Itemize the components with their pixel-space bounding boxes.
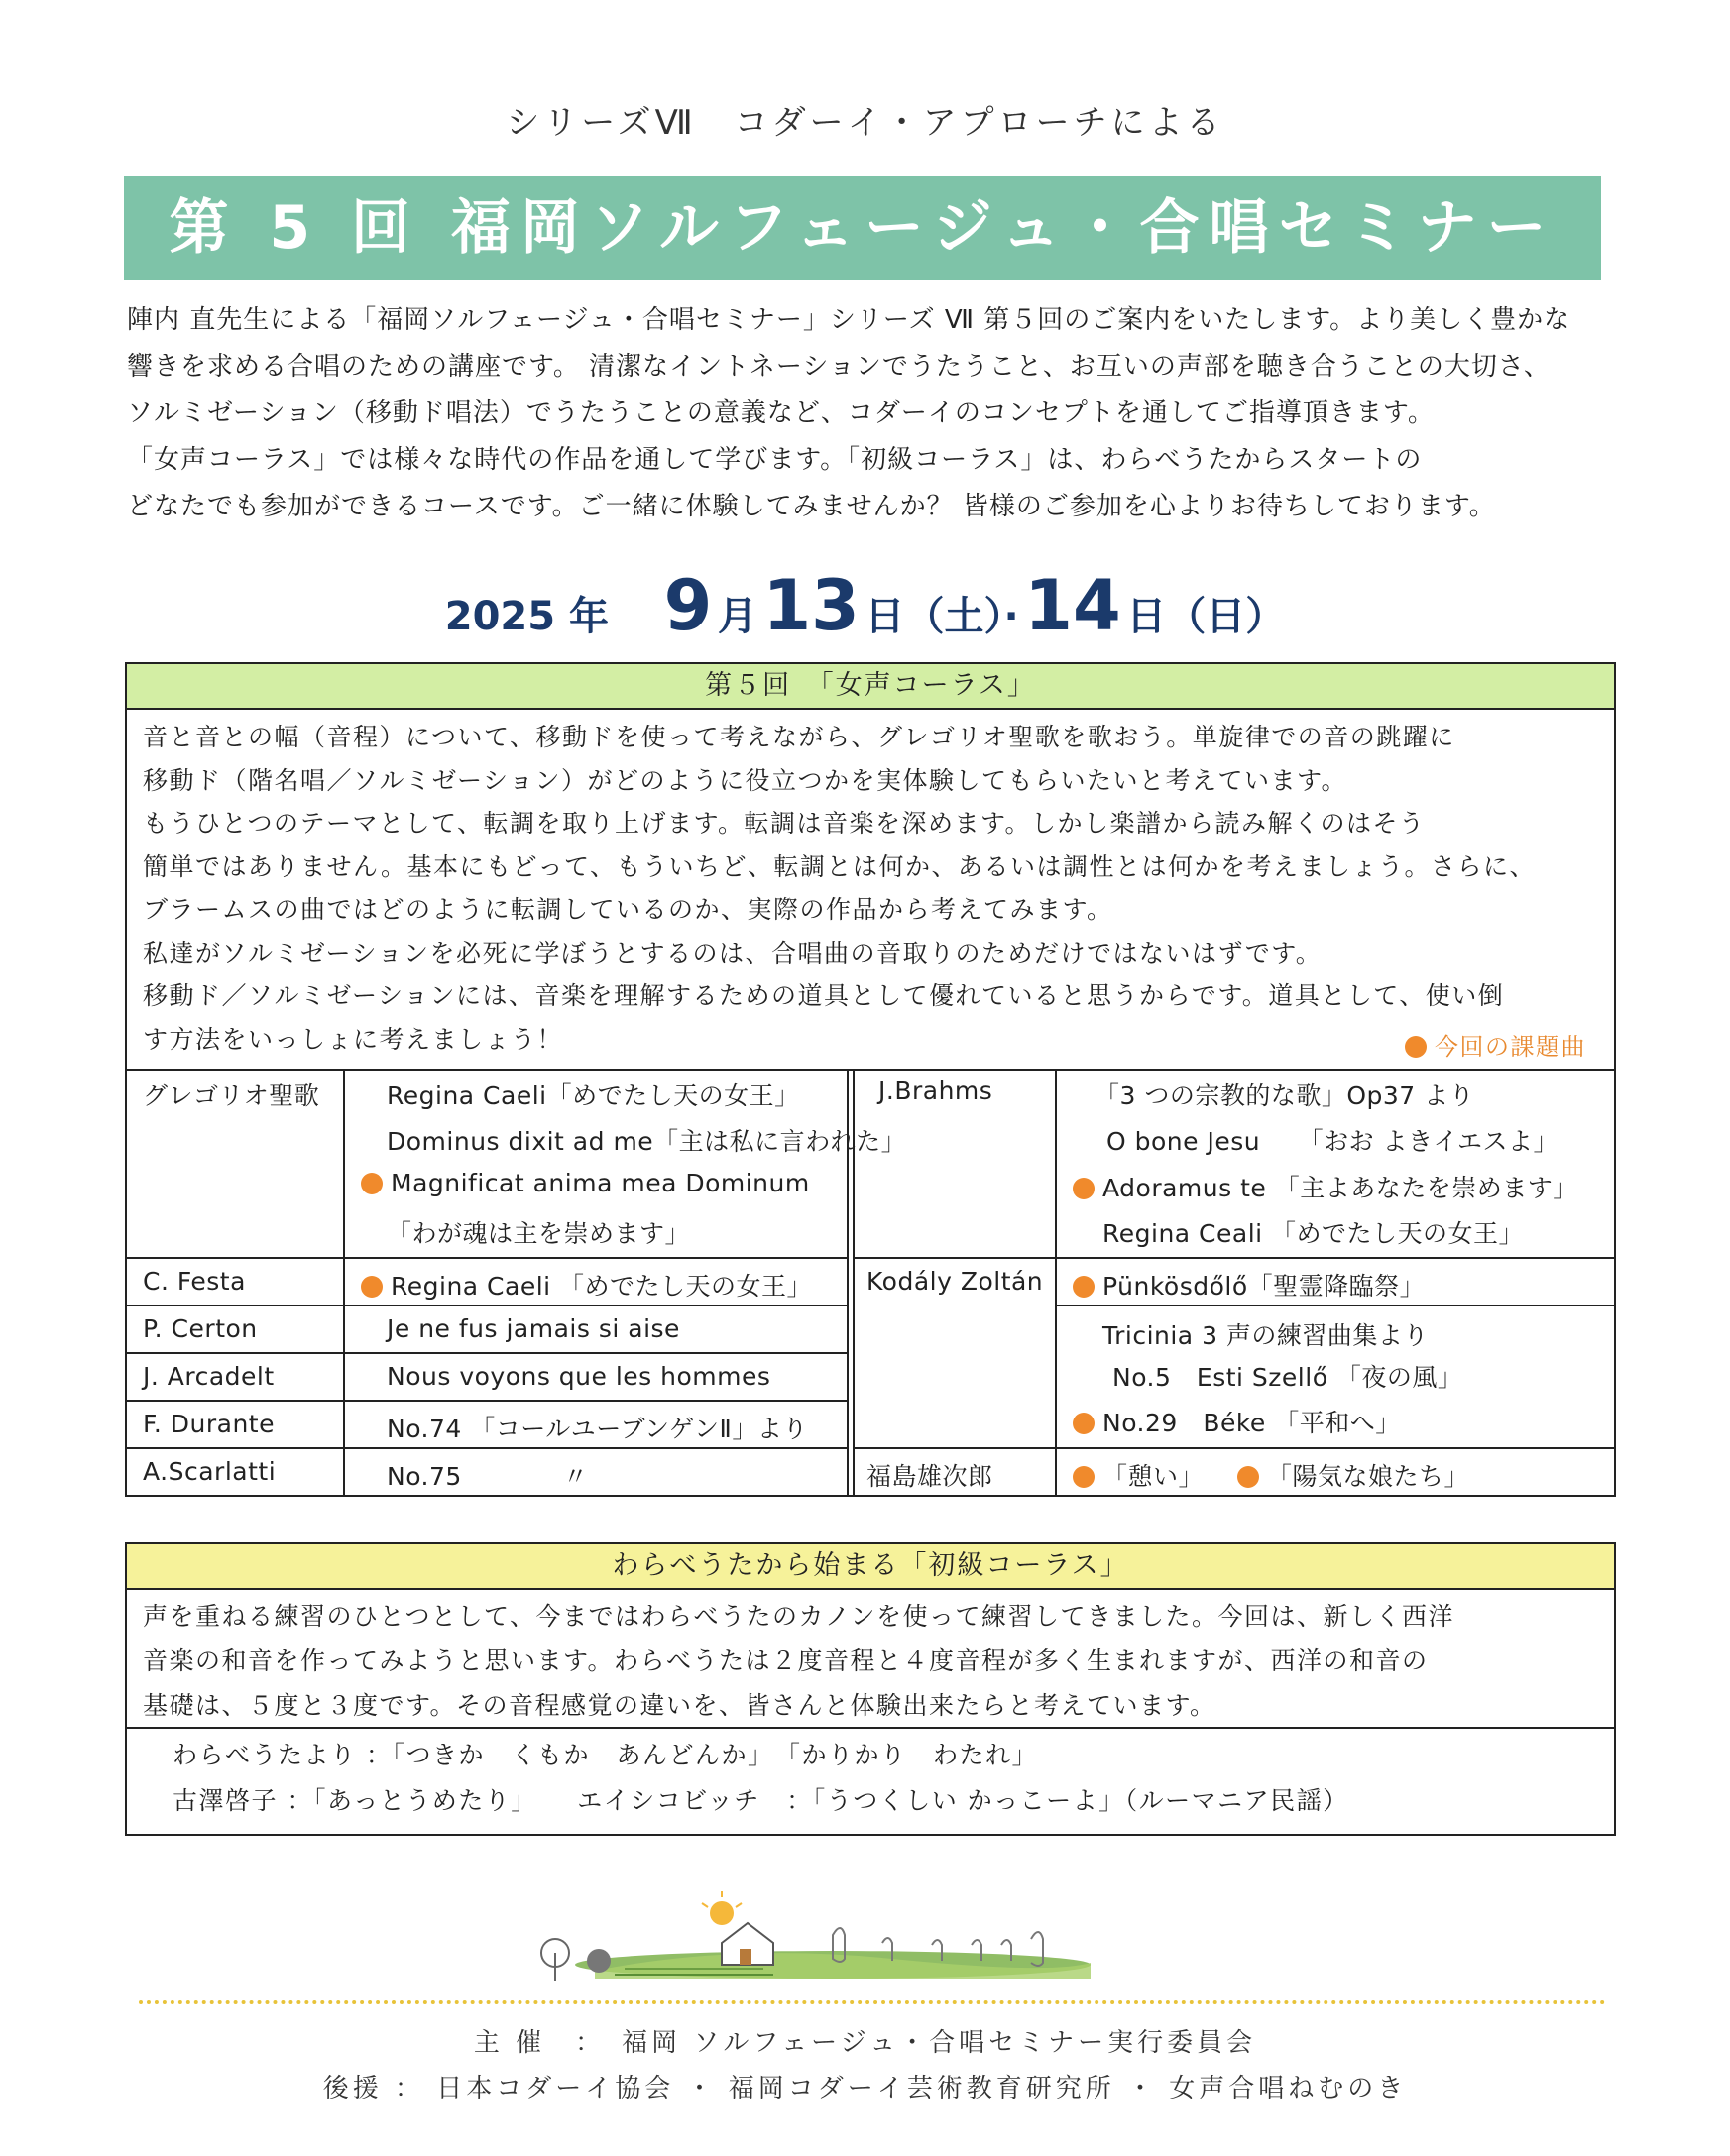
intro-line: ソルミゼーション（移動ド唱法）でうたうことの意義など、コダーイのコンセプトを通してご指導頂きます。	[127, 398, 1435, 428]
description-line: 音楽の和音を作ってみようと思います。わらべうたは２度音程と４度音程が多く生まれますが、西洋の和音の	[143, 1646, 1429, 1675]
work-title-marked	[1073, 1404, 1401, 1439]
work-title-marked	[361, 1267, 812, 1303]
womens-chorus-heading: 第５回 「女声コーラス」	[127, 664, 1614, 710]
page-title: 第 5 回 福岡ソルフェージュ・合唱セミナー	[169, 193, 1557, 263]
orange-dot-icon	[1405, 1036, 1427, 1058]
date-day2-unit: 日（日）	[1126, 594, 1286, 639]
date-day1: 13	[762, 565, 860, 646]
date-day1-unit: 日（土）·	[865, 594, 1019, 639]
work-title: 「わが魂は主を崇めます」	[387, 1219, 691, 1248]
work-title: Adoramus te 「主よあなたを崇めます」	[1102, 1174, 1578, 1202]
orange-dot-icon	[361, 1276, 383, 1298]
date-year: 2025 年	[444, 594, 610, 639]
womens-chorus-box	[125, 662, 1616, 1497]
work-title: Regina Ceali 「めでたし天の女王」	[1102, 1219, 1525, 1248]
composer-certon: P. Certon	[143, 1314, 258, 1343]
composer-arcadelt: J. Arcadelt	[143, 1362, 275, 1391]
orange-dot-icon	[1073, 1178, 1095, 1199]
work-title: Regina Caeli「めでたし天の女王」	[387, 1081, 800, 1110]
orange-dot-icon	[1073, 1466, 1095, 1488]
work-title-marked	[1073, 1169, 1578, 1204]
composer-festa: C. Festa	[143, 1267, 246, 1296]
event-date	[0, 565, 1730, 646]
description-line: 移動ド／ソルミゼーションには、音楽を理解するための道具として優れていると思うからです。道具として、使い倒	[143, 981, 1505, 1010]
support: 後援 ： 日本コダーイ協会 ・ 福岡コダーイ芸術教育研究所 ・ 女声合唱ねむのき	[322, 2074, 1408, 2103]
legend	[1405, 1026, 1586, 1070]
orange-dot-icon	[1237, 1466, 1259, 1488]
work-title-marked	[361, 1169, 810, 1197]
work-title: No.29 Béke 「平和へ」	[1102, 1409, 1401, 1437]
orange-dot-icon	[1073, 1413, 1095, 1434]
work-title-marked	[1073, 1267, 1425, 1303]
work-title: Nous voyons que les hommes	[387, 1362, 771, 1391]
intro-text	[127, 297, 1614, 530]
dotted-divider	[139, 2000, 1606, 2006]
work-title: Pünkösdőlő「聖霊降臨祭」	[1102, 1272, 1426, 1301]
legend-label: 今回の課題曲	[1435, 1032, 1586, 1061]
work-title: Tricinia 3 声の練習曲集より	[1102, 1321, 1429, 1350]
work-title: 「憩い」	[1102, 1462, 1205, 1491]
description-line: もうひとつのテーマとして、転調を取り上げます。転調は音楽を深めます。しかし楽譜から読み解くのはそう	[143, 809, 1426, 838]
description-line: 簡単ではありません。基本にもどって、もういちど、転調とは何か、あるいは調性とは何かを考えましょう。さらに、	[143, 851, 1537, 881]
description-line: 基礎は、５度と３度です。その音程感覚の違いを、皆さんと体験出来たらと考えています。	[143, 1691, 1216, 1720]
beginner-chorus-description	[127, 1590, 1614, 1729]
composer-brahms: J.Brahms	[878, 1077, 993, 1105]
beginner-chorus-box	[125, 1542, 1616, 1836]
song-line: わらべうたより ：「つきか くもか あんどんか」 「かりかり わたれ」	[173, 1741, 1038, 1769]
work-title: Je ne fus jamais si aise	[387, 1314, 680, 1343]
orange-dot-icon	[1073, 1276, 1095, 1298]
date-day2: 14	[1024, 565, 1121, 646]
description-line: す方法をいっしょに考えましょう！	[143, 1024, 564, 1054]
work-title: 「陽気な娘たち」	[1267, 1462, 1470, 1491]
work-title: No.5 Esti Szellő 「夜の風」	[1112, 1363, 1463, 1392]
composer-scarlatti: A.Scarlatti	[143, 1457, 277, 1486]
composer-fukushima: 福島雄次郎	[866, 1462, 993, 1491]
work-title: Magnificat anima mea Dominum	[391, 1169, 810, 1197]
description-line: 私達がソルミゼーションを必死に学ぼうとするのは、合唱曲の音取りのためだけではないはずです。	[143, 938, 1323, 967]
work-title: 「3 つの宗教的な歌」Op37 より	[1095, 1081, 1475, 1110]
organizer: 主 催 ： 福岡 ソルフェージュ・合唱セミナー実行委員会	[473, 2028, 1257, 2058]
beginner-chorus-heading: わらべうたから始まる「初級コーラス」	[127, 1544, 1614, 1590]
description-line: 音と音との幅（音程）について、移動ドを使って考えながら、グレゴリオ聖歌を歌おう。単旋律での音の跳躍に	[143, 723, 1455, 751]
composer-durante: F. Durante	[143, 1410, 275, 1438]
work-title: Dominus dixit ad me「主は私に言われた」	[387, 1127, 907, 1156]
date-month: 9	[663, 565, 713, 646]
work-title: No.74 「コールユーブンゲンⅡ」より	[387, 1415, 808, 1443]
intro-line: 「女声コーラス」では様々な時代の作品を通して学びます。「初級コーラス」は、わらべうたからスタートの	[127, 445, 1423, 475]
repertoire-table	[127, 1069, 1614, 1497]
work-title-marked	[1237, 1457, 1469, 1493]
work-title: O bone Jesu 「おお よきイエスよ」	[1106, 1127, 1559, 1156]
description-line: 移動ド（階名唱／ソルミゼーション）がどのように役立つかを実体験してもらいたいと考えています。	[143, 765, 1348, 795]
work-title-marked	[1073, 1457, 1204, 1493]
work-title: Regina Caeli 「めでたし天の女王」	[391, 1272, 813, 1301]
series-subtitle: シリーズⅦ コダーイ・アプローチによる	[506, 103, 1224, 143]
title-banner	[124, 176, 1601, 280]
landscape-illustration	[535, 1883, 1229, 1992]
womens-chorus-description	[127, 710, 1614, 1073]
song-line: 古澤啓子 ：「あっとうめたり」 エイシコビッチ ：「うつくしい かっこーよ」（ルーマニア民謡）	[173, 1786, 1349, 1815]
composer-kodaly: Kodály Zoltán	[866, 1267, 1044, 1296]
description-line: ブラームスの曲ではどのように転調しているのか、実際の作品から考えてみます。	[143, 895, 1113, 924]
work-title: No.75 〃	[387, 1462, 589, 1491]
date-month-unit: 月	[717, 594, 757, 639]
intro-line: 響きを求める合唱のための講座です。 清潔なイントネーションでうたうこと、お互いの声部を聴き合うことの大切さ、	[127, 352, 1551, 382]
beginner-songs	[127, 1729, 1614, 1824]
composer-gregorian: グレゴリオ聖歌	[143, 1081, 320, 1110]
orange-dot-icon	[361, 1173, 383, 1194]
description-line: 声を重ねる練習のひとつとして、今まではわらべうたのカノンを使って練習してきました。今回は、新しく西洋	[143, 1602, 1455, 1631]
intro-line: 陣内 直先生による「福岡ソルフェージュ・合唱セミナー」シリーズ Ⅶ 第５回のご案内をいたします。より美しく豊かな	[127, 305, 1571, 335]
intro-line: どなたでも参加ができるコースです。ご一緒に体験してみませんか？ 皆様のご参加を心よりお待ちしております。	[127, 492, 1496, 521]
